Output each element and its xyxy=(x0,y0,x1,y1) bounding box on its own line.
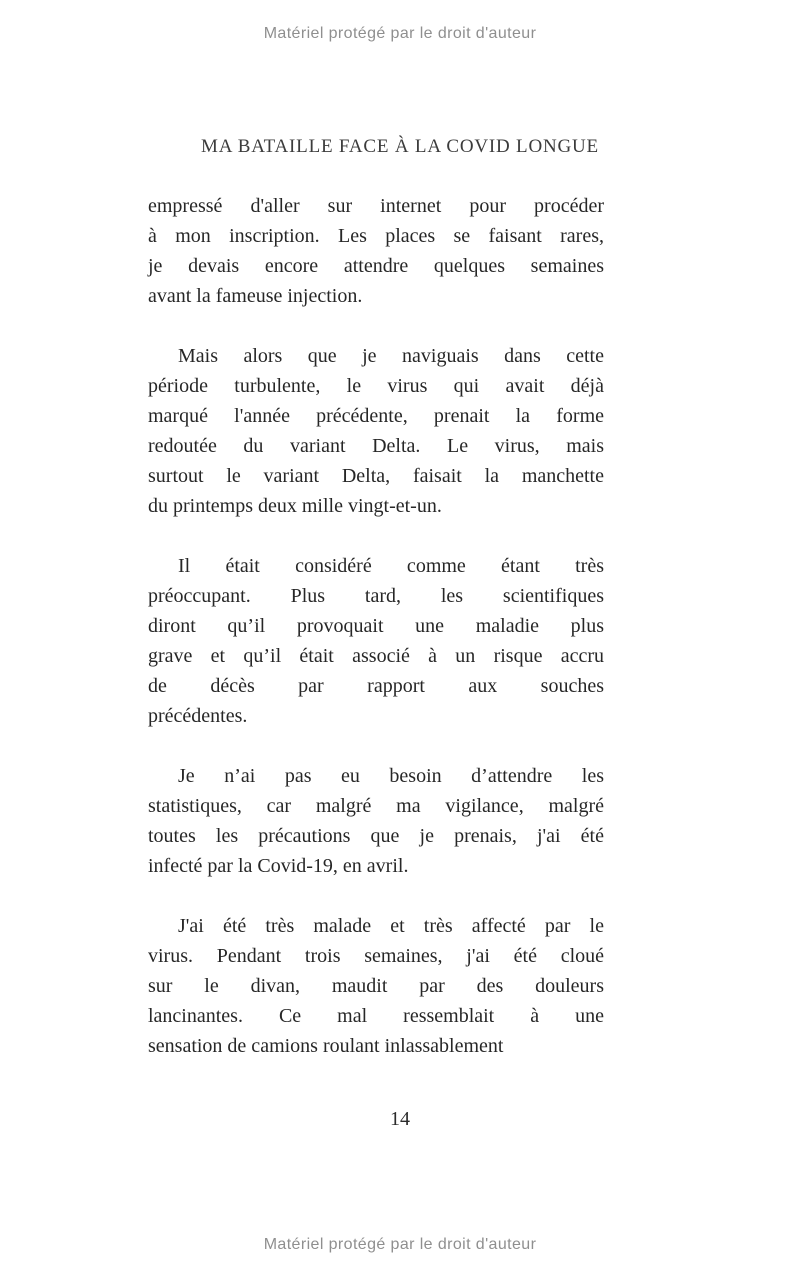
text-line: sensation de camions roulant inlassablement xyxy=(148,1035,504,1057)
paragraph xyxy=(148,761,604,881)
text-line: surtout le variant Delta, faisait la manchette xyxy=(148,465,604,487)
copyright-notice-top: Matériel protégé par le droit d'auteur xyxy=(263,25,537,42)
paragraph xyxy=(148,551,604,731)
text-line: Il était considéré comme étant très xyxy=(178,555,604,577)
text-line: Je n’ai pas eu besoin d’attendre les xyxy=(178,765,604,787)
text-line: avant la fameuse injection. xyxy=(148,285,363,307)
body-text xyxy=(148,191,604,1091)
text-line: précédentes. xyxy=(148,705,248,727)
paragraph xyxy=(148,341,604,521)
text-line: J'ai été très malade et très affecté par le xyxy=(178,915,604,937)
running-header: MA BATAILLE FACE À LA COVID LONGUE xyxy=(201,136,599,157)
paragraph xyxy=(148,911,604,1061)
text-line: de décès par rapport aux souches xyxy=(148,675,604,697)
paragraph xyxy=(148,191,604,311)
text-line: Mais alors que je naviguais dans cette xyxy=(178,345,604,367)
text-line: période turbulente, le virus qui avait déjà xyxy=(148,375,604,397)
text-line: préoccupant. Plus tard, les scientifiques xyxy=(148,585,604,607)
text-line: du printemps deux mille vingt-et-un. xyxy=(148,495,442,517)
text-line: infecté par la Covid-19, en avril. xyxy=(148,855,409,877)
text-line: je devais encore attendre quelques semaines xyxy=(148,255,604,277)
text-line: statistiques, car malgré ma vigilance, malgré xyxy=(148,795,604,817)
page-number: 14 xyxy=(390,1108,410,1130)
text-line: empressé d'aller sur internet pour procéder xyxy=(148,195,604,217)
text-line: marqué l'année précédente, prenait la forme xyxy=(148,405,604,427)
copyright-notice-bottom: Matériel protégé par le droit d'auteur xyxy=(263,1236,537,1253)
text-line: diront qu’il provoquait une maladie plus xyxy=(148,615,604,637)
text-line: lancinantes. Ce mal ressemblait à une xyxy=(148,1005,604,1027)
text-line: sur le divan, maudit par des douleurs xyxy=(148,975,604,997)
text-line: grave et qu’il était associé à un risque accru xyxy=(148,645,604,667)
text-line: à mon inscription. Les places se faisant rares, xyxy=(148,225,604,247)
text-line: virus. Pendant trois semaines, j'ai été cloué xyxy=(148,945,604,967)
text-line: toutes les précautions que je prenais, j'ai été xyxy=(148,825,604,847)
text-line: redoutée du variant Delta. Le virus, mais xyxy=(148,435,604,457)
